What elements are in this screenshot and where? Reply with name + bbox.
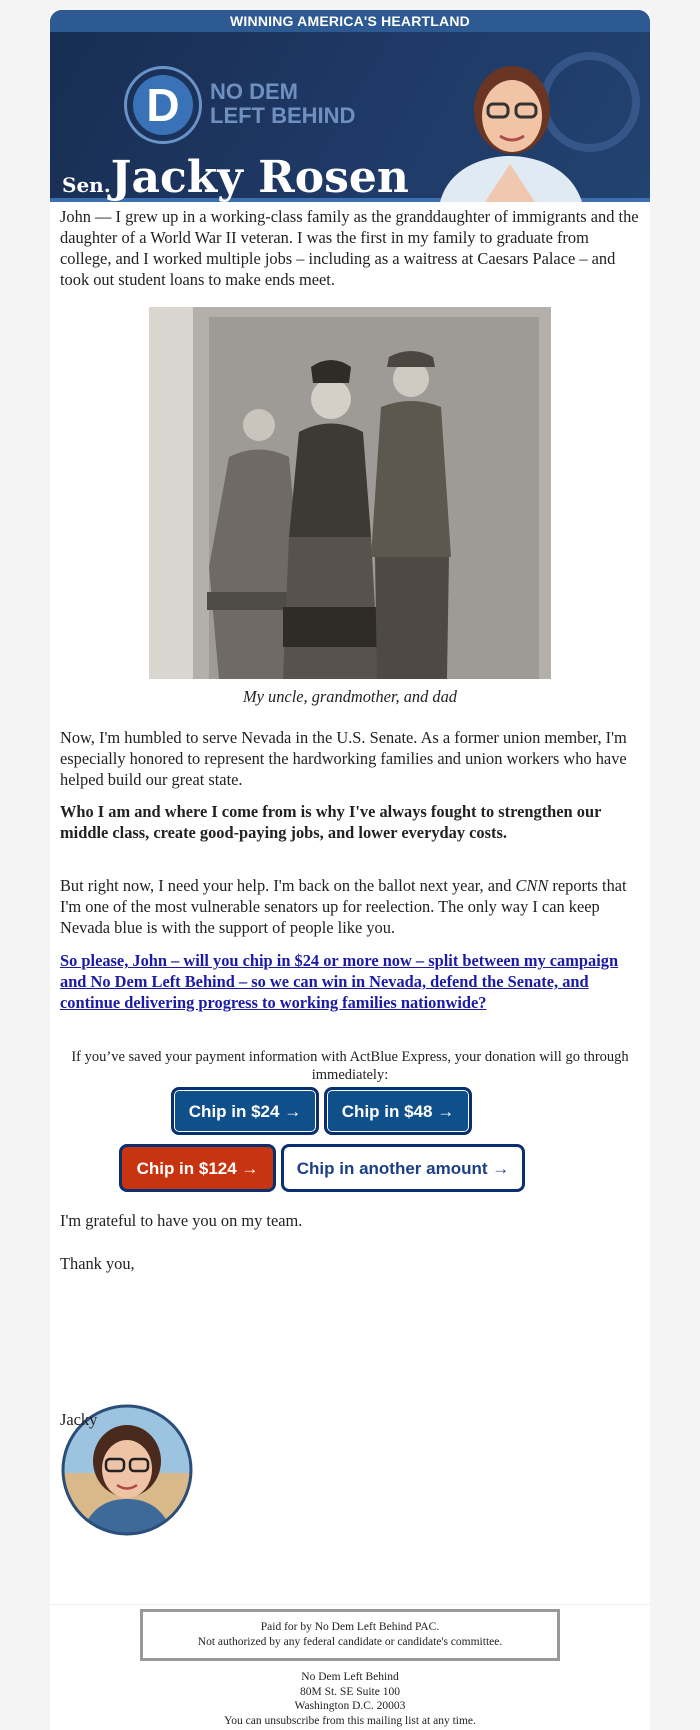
chip-124-button[interactable]: Chip in $124 →	[119, 1144, 276, 1192]
signoff: Jacky	[60, 1410, 98, 1429]
unsubscribe-link[interactable]: You can unsubscribe from this mailing list at any time.	[224, 1714, 476, 1727]
mailing-address: No Dem Left Behind 80M St. SE Suite 100 Washington D.C. 20003 You can unsubscribe from this mailing list at any time.	[50, 1670, 650, 1728]
family-photo	[149, 307, 551, 679]
org-name: NO DEM LEFT BEHIND	[210, 79, 356, 128]
photo-caption: My uncle, grandmother, and dad	[243, 687, 457, 706]
d-logo-icon: D	[146, 79, 180, 131]
actblue-express-note: If you’ve saved your payment information with ActBlue Express, your donation will go through immediately:	[71, 1049, 629, 1083]
chip-other-amount-button[interactable]: Chip in another amount →	[281, 1144, 525, 1192]
thank-you-line: Thank you,	[60, 1254, 135, 1273]
chip-48-button[interactable]: Chip in $48 →	[324, 1087, 472, 1135]
email-card	[50, 10, 650, 1730]
grateful-line: I'm grateful to have you on my team.	[60, 1211, 303, 1230]
service-paragraph: Now, I'm humbled to serve Nevada in the U.S. Senate. As a former union member, I'm especially honored to represent the hardworking families and union workers who have helped build our great state.	[60, 728, 627, 789]
cta-paragraph	[60, 950, 640, 1013]
footer-divider	[50, 1604, 650, 1605]
header-ribbon: WINNING AMERICA'S HEARTLAND	[50, 10, 650, 32]
help-paragraph: But right now, I need your help. I'm back on the ballot next year, and CNN reports that I'm one of the most vulnerable senators up for reelection. The only way I can keep Nevada blue is with the support of people like you.	[60, 876, 627, 937]
donate-link[interactable]: So please, John – will you chip in $24 or more now – split between my campaign and No Dem Left Behind – so we can win in Nevada, defend the Senate, and continue delivering progress to working families nationwide?	[60, 951, 619, 1012]
senator-name-banner: Sen.Jacky Rosen	[62, 152, 409, 202]
banner-body	[50, 32, 650, 202]
intro-paragraph: John — I grew up in a working-class family as the granddaughter of immigrants and the daughter of a World War II veteran. I was the first in my family to graduate from college, and I worked multiple jobs – including as a waitress at Caesars Palace – and took out student loans to make ends meet.	[60, 207, 639, 289]
org-logo	[124, 66, 202, 144]
disclaimer-box: Paid for by No Dem Left Behind PAC. Not authorized by any federal candidate or candidate's committee.	[140, 1609, 560, 1661]
senator-portrait	[430, 44, 590, 202]
chip-24-button[interactable]: Chip in $24 →	[171, 1087, 319, 1135]
values-paragraph: Who I am and where I come from is why I've always fought to strengthen our middle class, create good-paying jobs, and lower everyday costs.	[60, 802, 602, 842]
header-banner	[50, 10, 650, 202]
